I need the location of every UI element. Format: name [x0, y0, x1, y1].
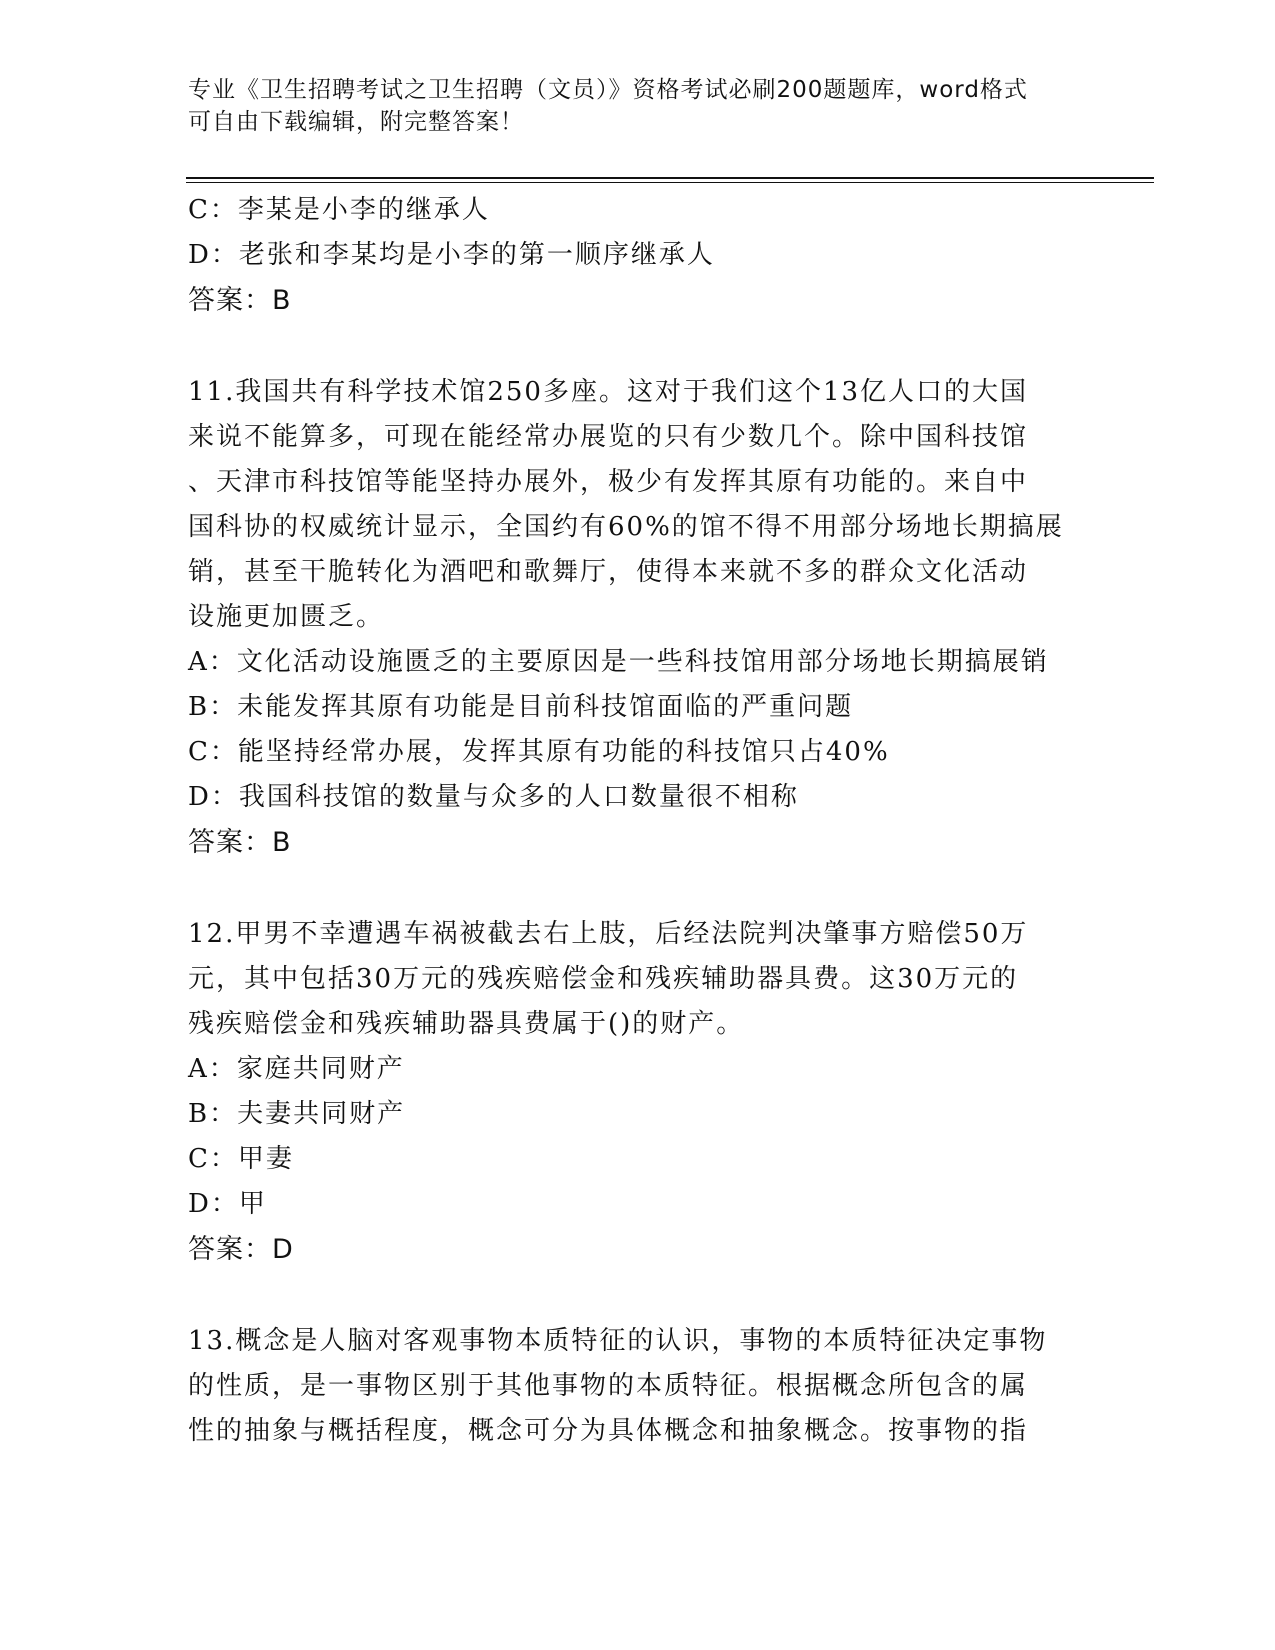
header-line-2: 可自由下载编辑，附完整答案！: [188, 109, 524, 135]
q11-stem-line: 11.我国共有科学技术馆250多座。这对于我们这个13亿人口的大国: [188, 377, 1029, 407]
q11-option-a: A：文化活动设施匮乏的主要原因是一些科技馆用部分场地长期搞展销: [188, 647, 1049, 677]
q12-option-d: D：甲: [188, 1189, 267, 1219]
question-body: [188, 188, 1088, 1454]
q11-option-b: B：未能发挥其原有功能是目前科技馆面临的严重问题: [188, 692, 854, 722]
page-header: [188, 74, 1088, 138]
q11-option-d: D：我国科技馆的数量与众多的人口数量很不相称: [188, 782, 799, 812]
q12-stem-line: 残疾赔偿金和残疾辅助器具费属于()的财产。: [188, 1009, 745, 1039]
header-rule-thin: [186, 182, 1154, 183]
q13-stem-line: 的性质，是一事物区别于其他事物的本质特征。根据概念所包含的属: [188, 1371, 1029, 1401]
q10-option-d: D：老张和李某均是小李的第一顺序继承人: [188, 240, 715, 270]
q10-answer: 答案：B: [188, 285, 292, 316]
q11-answer: 答案：B: [188, 827, 292, 858]
header-line-1: 专业《卫生招聘考试之卫生招聘（文员）》资格考试必刷200题题库，word格式: [188, 77, 1028, 103]
q11-stem-line: 来说不能算多，可现在能经常办展览的只有少数几个。除中国科技馆: [188, 422, 1029, 452]
q11-stem-line: 国科协的权威统计显示，全国约有60%的馆不得不用部分场地长期搞展: [188, 512, 1064, 542]
q11-stem-line: 设施更加匮乏。: [188, 602, 385, 632]
q13-stem-line: 性的抽象与概括程度，概念可分为具体概念和抽象概念。按事物的指: [188, 1416, 1029, 1446]
header-rule-thick: [186, 177, 1154, 179]
q13-stem: [188, 1319, 1088, 1454]
q12-stem-line: 元，其中包括30万元的残疾赔偿金和残疾辅助器具费。这30万元的: [188, 964, 1019, 994]
q12-option-b: B：夫妻共同财产: [188, 1099, 406, 1129]
q11-stem-line: 销，甚至干脆转化为酒吧和歌舞厅，使得本来就不多的群众文化活动: [188, 557, 1029, 587]
q12-stem: [188, 912, 1088, 1047]
q12-option-c: C：甲妻: [188, 1144, 294, 1174]
q11-stem: [188, 370, 1088, 640]
q13-stem-line: 13.概念是人脑对客观事物本质特征的认识，事物的本质特征决定事物: [188, 1326, 1048, 1356]
q12-stem-line: 12.甲男不幸遭遇车祸被截去右上肢，后经法院判决肇事方赔偿50万: [188, 919, 1029, 949]
q12-option-a: A：家庭共同财产: [188, 1054, 405, 1084]
q12-answer: 答案：D: [188, 1234, 294, 1265]
q11-option-c: C：能坚持经常办展，发挥其原有功能的科技馆只占40%: [188, 737, 890, 767]
q11-stem-line: 、天津市科技馆等能坚持办展外，极少有发挥其原有功能的。来自中: [188, 467, 1029, 497]
q10-option-c: C：李某是小李的继承人: [188, 195, 490, 225]
